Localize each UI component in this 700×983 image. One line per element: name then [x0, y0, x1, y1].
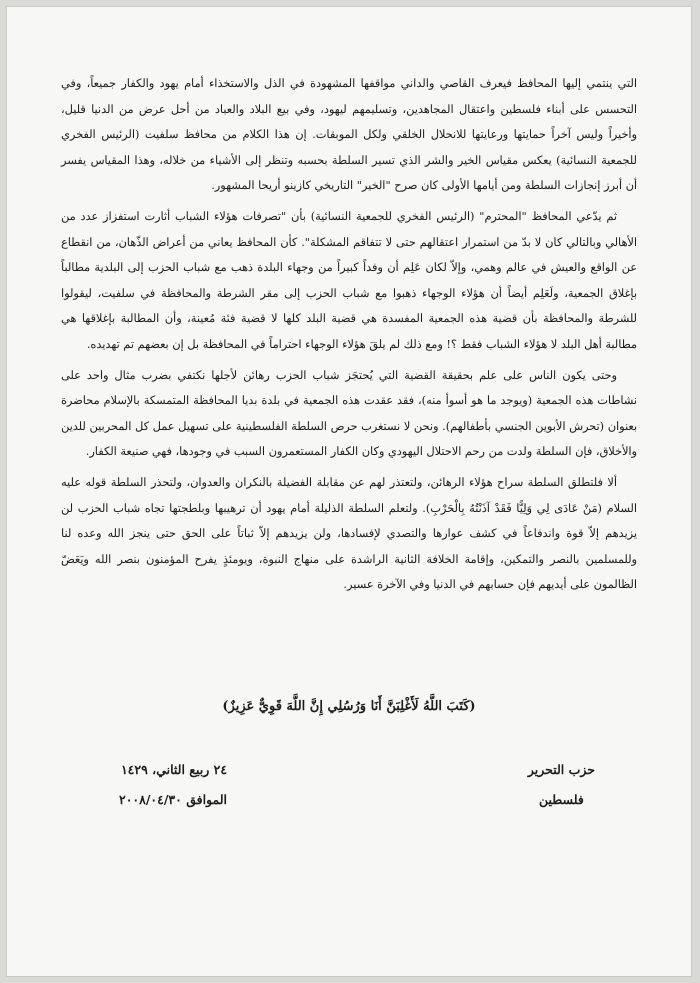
quran-verse: (كَتَبَ اللَّهُ لَأَغْلِبَنَّ أَنَا وَرُسُلِي إِنَّ اللَّهَ قَوِيٌّ عَزِيزٌ)	[222, 699, 476, 714]
statement-body	[61, 71, 637, 598]
document-page	[6, 6, 692, 977]
paragraph-4: ألا فلتطلق السلطة سراح هؤلاء الرهائن، ولتعتذر لهم عن مقابلة الفضيلة بالنكران والعدوان، ولتحذر السلطة قوله عليه السلام (مَنْ عَادَى لِي وَلِيًّا فَقَدْ آذَنْتُهُ بِالْحَرْبِ). ولتعلم السلطة الذليلة أمام يهود أن ترهيبها وبلطجتها تجاه شباب الحزب لن يزيدهم إلاّ قوة واندفاعاً في كشف عوارها والتصدي لإفسادها، ولن يزيدهم إلاّ ثباتاً على الحق حتى ينجز الله وعده لنا وللمسلمين بالنصر والتمكين، وإقامة الخلافة الثانية الراشدة على منهاج النبوة، ويومئذٍ يفرح المؤمنون بنصر الله ويَعَضّ الظالمون على أيديهم فإن حسابهم في الدنيا وفي الآخرة عسير.	[61, 475, 637, 592]
party-name: حزب التحرير	[527, 762, 595, 777]
gregorian-date: الموافق ٢٠٠٨/٠٤/٣٠	[119, 792, 228, 807]
paragraph-1: التي ينتمي إليها المحافظ فيعرف القاصي والداني مواقفها المشهودة في الذل والاستخذاء أمام يهود والكفار جميعاً، وفي التحسس على أبناء فلسطين واعتقال المجاهدين، وتسليمهم ليهود، وفي بيع البلاد والعباد من أحل عرض من الدنيا قليل، وأخيراً وليس آخراً حمايتها ورعايتها للانحلال الخلقي ولكل الموبقات. إن هذا الكلام من محافظ سلفيت (الرئيس الفخري للجمعية النسائية) يعكس مقياس الخير والشر الذي تسير السلطة بحسبه وتنظر إلى الأشياء من خلاله، وهذا المقياس يفسر أن أبرز إنجازات السلطة ومن أيامها الأولى كان صرح "الخير" التاريخي كازينو أريحا المشهور.	[61, 77, 637, 193]
paragraph-2: ثم يدّعي المحافظ "المحترم" (الرئيس الفخري للجمعية النسائية) بأن "تصرفات هؤلاء الشباب أثارت استفزاز عدد من الأهالي وبالتالي كان لا بدّ من استمرار اعتقالهم حتى لا تتفاقم المشكلة". كأن المحافظ يعاني من أعراض الذّهان، من انقطاع عن الواقع والعيش في عالم وهمي، وإلاّ لكان عَلِم أن وفداً كبيراً من وجهاء البلدة ذهب مع شباب الحزب إلى البلدية مطالباً بإغلاق الجمعية، ولَعَلِم أيضاً أن هؤلاء الوجهاء ذهبوا مع شباب الحزب إلى مقر الشرطة والمحافظة في سلفيت، ليقولوا للشرطة والمحافظة بأن قضية هذه الجمعية المفسدة هي قضية البلد كلها لا قضية فئة مُعينة، وأن المطالبة بإغلاقها هي مطالبة أهل البلد لا هؤلاء الشباب فقط ؟! ومع ذلك لم يلقَ هؤلاء الوجهاء احتراماً في المحافظة بل إن بعضهم تم تهديده.	[61, 209, 637, 351]
hijri-date: ٢٤ ربيع الثاني، ١٤٢٩	[120, 762, 228, 777]
paragraph-3: وحتى يكون الناس على علم بحقيقة القضية التي يُحتجَز شباب الحزب رهائن لأجلها نكتفي بضرب مثال واحد على نشاطات هذه الجمعية (ويوجد ما هو أسوأ منه)، فقد عقدت هذه الجمعية في بلدة بديا المحافظة المتمسكة بالإسلام محاضرة بعنوان (تحرش الأبوين الجنسي بأطفالهم). ونحن لا نستغرب حرص السلطة الفلسطينية على تسهيل عمل كل المحربين للدين والأخلاق، فإن السلطة ولدت من رحم الاحتلال اليهودي وكان الكفار المستعمرون السبب في وجودها، فهي صنيعة الكفار.	[61, 368, 637, 459]
date-block	[119, 755, 227, 815]
place-name: فلسطين	[539, 792, 584, 807]
signature-block	[528, 755, 595, 815]
